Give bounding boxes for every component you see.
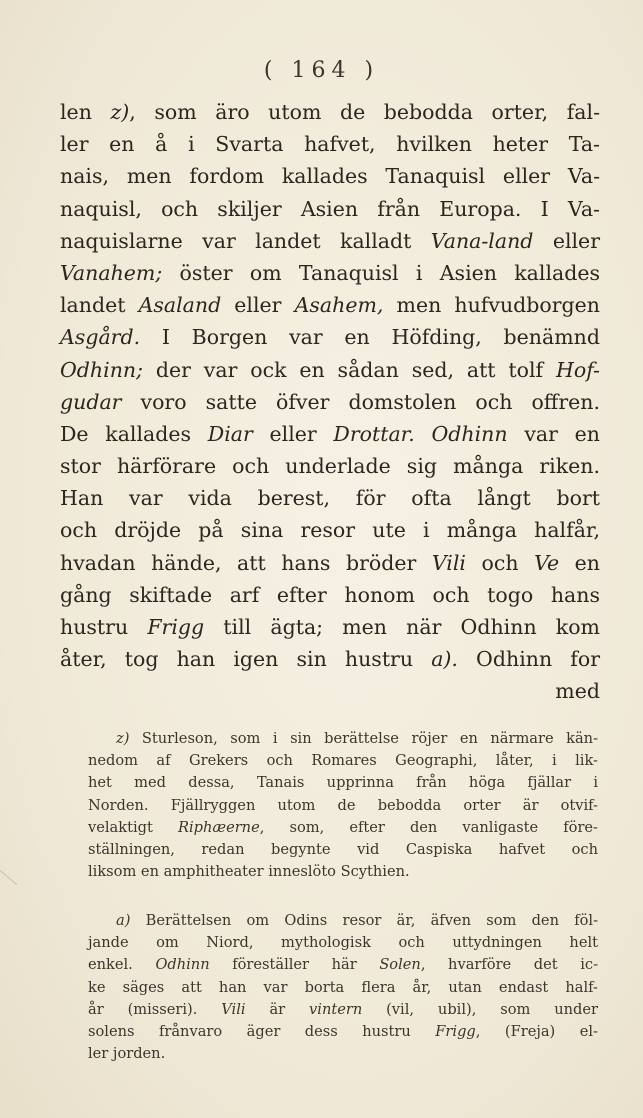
- footnote-z: [88, 728, 598, 883]
- text-line: len z), som äro utom de bebodda orter, fal-: [60, 100, 600, 124]
- text-line: Asgård. I Borgen var en Höfding, benämnd: [60, 325, 600, 350]
- footnote-line: liksom en amphitheater inneslöto Scythien.: [88, 863, 410, 881]
- footnote-line: ke säges att han var borta flera år, utan endast half-: [88, 978, 598, 996]
- margin-mark: [0, 870, 17, 885]
- footnote-line: solens frånvaro äger dess hustru Frigg, (Freja) el-: [88, 1022, 598, 1040]
- footnote-a: [88, 910, 598, 1065]
- footnote-line: Norden. Fjällryggen utom de bebodda orter är otvif-: [88, 796, 598, 814]
- footnote-line: ställningen, redan begynte vid Caspiska hafvet och: [88, 840, 598, 858]
- main-text: [60, 96, 600, 708]
- text-line: ler en å i Svarta hafvet, hvilken heter Ta-: [60, 132, 600, 157]
- text-line: gång skiftade arf efter honom och togo hans: [60, 582, 600, 607]
- text-line: Vanahem; öster om Tanaquisl i Asien kallades: [60, 260, 600, 285]
- catchword: med: [555, 679, 600, 704]
- footnote-line: år (misseri). Vili är vintern (vil, ubil), som under: [88, 1000, 598, 1018]
- text-line: åter, tog han igen sin hustru a). Odhinn for: [60, 647, 601, 672]
- footnote-line: z) Sturleson, som i sin berättelse röjer en närmare kän-: [116, 730, 599, 747]
- text-line: Han var vida berest, för ofta långt bort: [60, 486, 600, 511]
- text-line: hvadan hände, att hans bröder Vili och Ve en: [60, 550, 600, 575]
- text-line: nais, men fordom kallades Tanaquisl eller Va-: [60, 164, 600, 189]
- text-line: landet Asaland eller Asahem, men hufvudborgen: [60, 293, 600, 318]
- footnote-line: ler jorden.: [88, 1045, 166, 1063]
- footnote-line: jande om Niord, mythologisk och uttydningen helt: [88, 934, 598, 952]
- footnote-mark: a): [116, 912, 131, 929]
- text-line: stor härförare och underlade sig många riken.: [60, 454, 600, 479]
- text-line: Odhinn; der var ock en sådan sed, att tolf Hof-: [60, 357, 600, 382]
- footnote-mark: z): [116, 730, 130, 747]
- page-number: ( 164 ): [263, 58, 380, 83]
- text-line: naquisl, och skiljer Asien från Europa. I Va-: [60, 196, 600, 221]
- text-line: hustru Frigg till ägta; men när Odhinn kom: [60, 615, 600, 639]
- text-line: naquislarne var landet kalladt Vana-land eller: [60, 228, 600, 253]
- footnote-line: het med dessa, Tanais upprinna från höga fjällar i: [88, 774, 598, 792]
- footnote-line: nedom af Grekers och Romares Geographi, låter, i lik-: [88, 752, 598, 770]
- footnote-line: velaktigt Riphæerne, som, efter den vanligaste före-: [88, 818, 598, 836]
- footnote-line: a) Berättelsen om Odins resor är, äfven som den föl-: [116, 912, 599, 929]
- text-line: gudar voro satte öfver domstolen och offren.: [60, 389, 600, 414]
- text-line: De kallades Diar eller Drottar. Odhinn var en: [60, 421, 600, 446]
- footnote-line: enkel. Odhinn föreställer här Solen, hvarföre det ic-: [88, 956, 599, 974]
- text-line: och dröjde på sina resor ute i många halfår,: [60, 518, 600, 543]
